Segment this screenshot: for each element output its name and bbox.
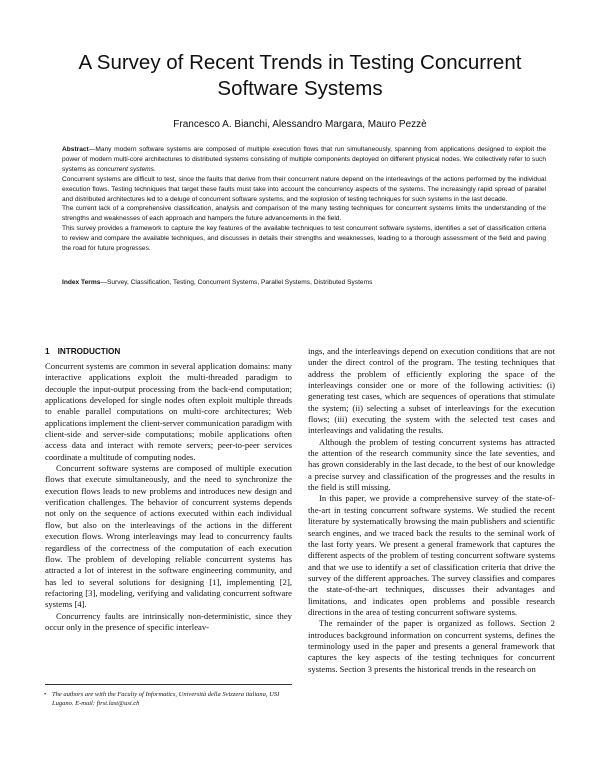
abstract-text: —Many modern software systems are composed of multiple execution flows that run simultaneously, spanning from applications designed to exploit the power of modern multi-core architectures to distributed systems consisting of multiple components deployed on different physical nodes. We collectively refer to such systems as xyxy=(62,146,546,173)
abstract-period: . xyxy=(153,165,156,173)
paper-title: A Survey of Recent Trends in Testing Concurrent Software Systems xyxy=(78,51,522,100)
body-paragraph: Although the problem of testing concurrent systems has attracted the attention of the research community since the late seventies, and has grown considerably in the last decade, to the best of our knowledge a precise survey and classification of the progresses and the results in the field is still missing. xyxy=(308,436,555,493)
footnote-bullet: • xyxy=(44,691,47,698)
abstract-paragraph: The current lack of a comprehensive classification, analysis and comparison of the many testing techniques for concurrent systems limits the understanding of the strengths and weaknesses of each approach and hampers the future advancements in the field. xyxy=(62,205,546,223)
abstract-paragraph xyxy=(62,145,546,175)
index-terms xyxy=(62,278,546,288)
body-paragraph: Concurrent systems are common in several application domains: many interactive applications exploit the multi-threaded paradigm to decouple the input-output processing from the back-end computation; applications developed for single nodes often exploit multiple threads to enable parallel computations on multi-core architectures; Web applications implement the client-server communication paradigm with client-side and server-side computations; mobile applications often access data and interact with remote servers; peer-to-peer services coordinate a multitude of computing nodes. xyxy=(45,361,292,462)
body-paragraph: Concurrent software systems are composed of multiple execution flows that execute simultaneously, and the need to synchronize the execution flows leads to new problems and introduces new design and verification challenges. The behavior of concurrent systems depends not only on the sequence of actions executed within each individual flow, but also on the interleavings of the actions in the different execution flows. Wrong interleavings may lead to concurrency faults regardless of the correctness of the computation of each execution flow. The problem of developing reliable concurrent systems has attracted a lot of interest in the software engineering community, and has led to several solutions for designing [1], implementing [2], refactoring [3], modeling, verifying and validating concurrent software systems [4]. xyxy=(45,463,292,610)
body-paragraph: The remainder of the paper is organized as follows. Section 2 introduces background information on concurrent systems, defines the terminology used in the paper and presents a general framework that captures the key aspects of the testing techniques for concurrent systems. Section 3 presents the historical trends in the research on xyxy=(308,618,555,674)
footnote-rule xyxy=(45,684,292,685)
abstract-paragraph: This survey provides a framework to capture the key features of the available techniques to test concurrent software systems, identifies a set of classification criteria to review and compare the available techniques, and discusses in details their strengths and weaknesses, leading to a thorough assessment of the field and paving the road for future progresses. xyxy=(62,225,546,253)
body-paragraph: In this paper, we provide a comprehensive survey of the state-of-the-art in testing concurrent software systems. We studied the recent literature by systematically browsing the main publishers and scientific search engines, and we traced back the results to the seminal work of the last forty years. We present a general framework that captures the different aspects of the problem of testing concurrent software systems and that we use to identify a set of classification criteria that drive the survey of the different approaches. The survey classifies and compares the state-of-the-art techniques, discusses their advantages and limitations, and indicates open problems and possible research directions in the area of testing concurrent software systems. xyxy=(308,493,555,617)
section-number: 1 xyxy=(45,347,50,356)
author-list: Francesco A. Bianchi, Alessandro Margara, Mauro Pezzè xyxy=(173,119,427,130)
index-terms-label: Index Terms xyxy=(62,279,101,286)
left-column xyxy=(45,346,292,633)
abstract xyxy=(62,145,546,254)
abstract-paragraph: Concurrent systems are difficult to test, since the faults that derive from their concurrent nature depend on the interleavings of the actions performed by the individual execution flows. Testing techniques that target these faults must take into account the concurrency aspects of the systems. The increasingly rapid spread of parallel and distributed architectures led to a deluge of concurrent software systems, and the explosion of testing techniques for such systems in the last decade. xyxy=(62,175,546,203)
abstract-emphasis: concurrent systems xyxy=(96,165,154,173)
body-paragraph: ings, and the interleavings depend on execution conditions that are not under the direct control of the program. The testing techniques that address the problem of efficiently exploring the space of the interleavings consider one or more of the following activities: (i) generating test cases, which are sequences of operations that stimulate the system; (ii) selecting a subset of interleavings for the execution flows; (iii) executing the system with the selected test cases and interleavings and validating the results. xyxy=(308,346,555,436)
abstract-label: Abstract xyxy=(62,146,89,153)
body-paragraph: Concurrency faults are intrinsically non-deterministic, since they occur only in the presence of specific interleav- xyxy=(45,610,292,632)
section-heading xyxy=(45,346,292,357)
author-footnote xyxy=(44,690,288,708)
section-title: INTRODUCTION xyxy=(57,347,121,356)
index-terms-text: —Survey, Classification, Testing, Concurrent Systems, Parallel Systems, Distributed Systems xyxy=(100,279,373,286)
footnote-text: The authors are with the Faculty of Informatics, Università della Svizzera italiana, USI Lugano. E-mail: first.last@usi.ch xyxy=(52,691,280,707)
right-column xyxy=(308,346,555,675)
